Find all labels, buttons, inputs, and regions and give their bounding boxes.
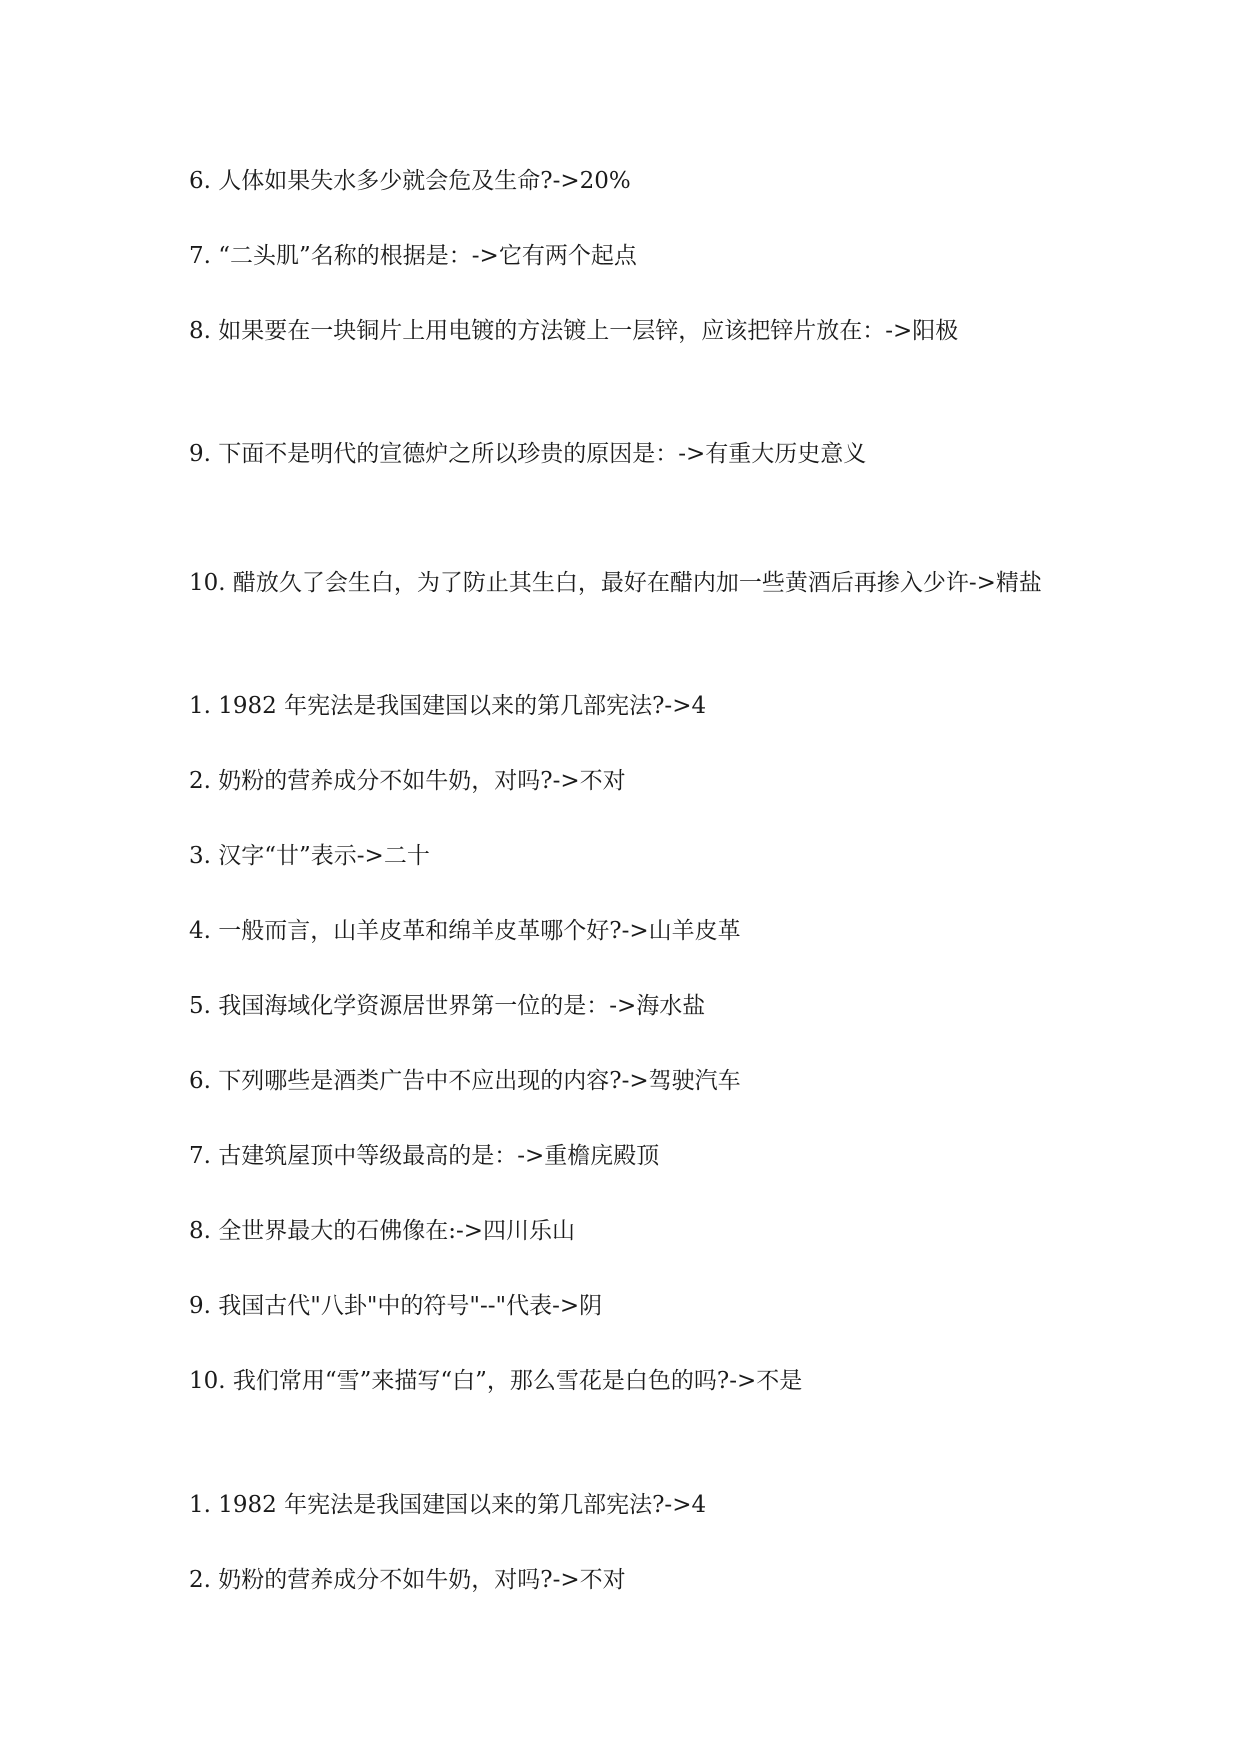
- question-line: 6. 下列哪些是酒类广告中不应出现的内容?->驾驶汽车: [189, 1068, 741, 1094]
- question-line: 3. 汉字“廿”表示->二十: [189, 843, 430, 869]
- question-line: 10. 我们常用“雪”来描写“白”，那么雪花是白色的吗?->不是: [189, 1368, 803, 1394]
- question-line: 2. 奶粉的营养成分不如牛奶，对吗?->不对: [189, 1567, 626, 1593]
- question-line: 7. “二头肌”名称的根据是：->它有两个起点: [189, 243, 637, 269]
- question-line: 5. 我国海域化学资源居世界第一位的是：->海水盐: [189, 993, 706, 1019]
- question-line: 1. 1982 年宪法是我国建国以来的第几部宪法?->4: [189, 1492, 707, 1518]
- question-line: 8. 全世界最大的石佛像在:->四川乐山: [189, 1218, 576, 1244]
- question-line: 7. 古建筑屋顶中等级最高的是：->重檐庑殿顶: [189, 1143, 660, 1169]
- question-line: 10. 醋放久了会生白，为了防止其生白，最好在醋内加一些黄酒后再掺入少许->精盐: [189, 570, 1042, 596]
- question-line: 9. 我国古代"八卦"中的符号"--"代表->阴: [189, 1293, 603, 1319]
- question-line: 9. 下面不是明代的宣德炉之所以珍贵的原因是：->有重大历史意义: [189, 441, 867, 467]
- question-line: 4. 一般而言，山羊皮革和绵羊皮革哪个好?->山羊皮革: [189, 918, 741, 944]
- question-line: 1. 1982 年宪法是我国建国以来的第几部宪法?->4: [189, 693, 707, 719]
- question-line: 2. 奶粉的营养成分不如牛奶，对吗?->不对: [189, 768, 626, 794]
- question-line: 8. 如果要在一块铜片上用电镀的方法镀上一层锌，应该把锌片放在：->阳极: [189, 318, 959, 344]
- question-line: 6. 人体如果失水多少就会危及生命?->20%: [189, 168, 631, 194]
